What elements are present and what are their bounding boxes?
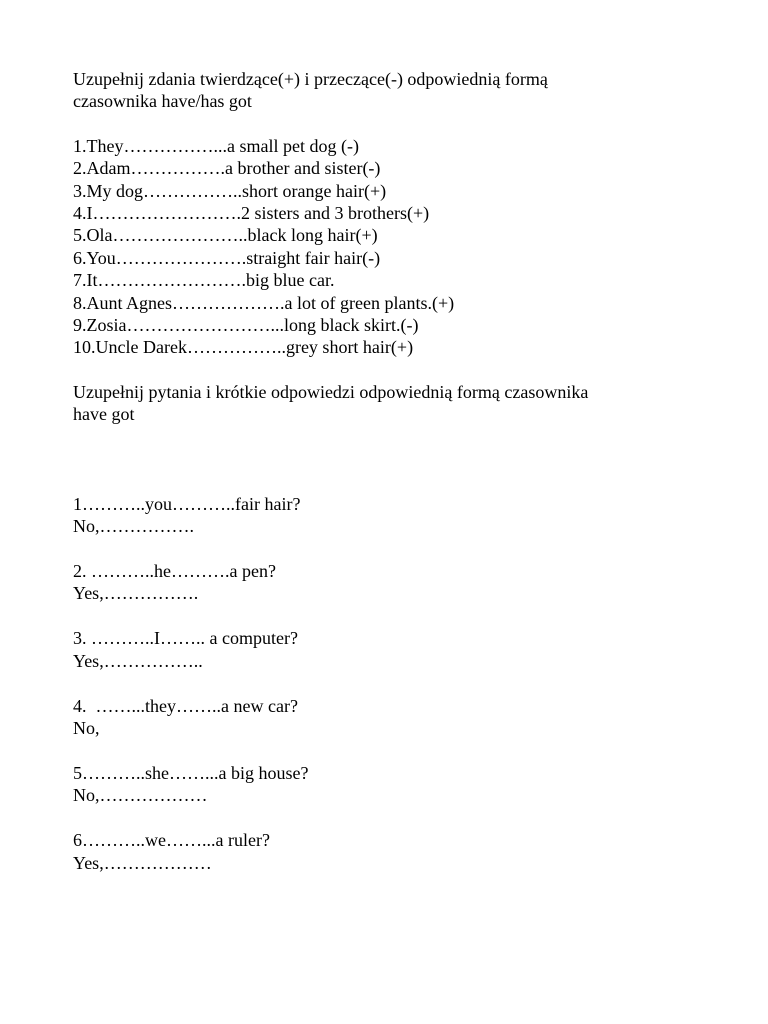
section-2 [73, 381, 728, 874]
section-1-instruction-line-2: czasownika have/has got [73, 91, 252, 112]
question-text: 6………..we……...a ruler? [73, 830, 270, 851]
question-block [73, 627, 728, 672]
section-2-instruction-line-2: have got [73, 404, 135, 425]
exercise-1-item: 8.Aunt Agnes……………….a lot of green plants.(+) [73, 292, 455, 313]
question-block [73, 560, 728, 605]
exercise-1-item: 9.Zosia……………………...long black skirt.(-) [73, 315, 419, 336]
section-1-instruction-line-1: Uzupełnij zdania twierdzące(+) i przeczące(-) odpowiednią formą [73, 69, 548, 89]
section-1 [73, 68, 728, 359]
question-block [73, 695, 728, 740]
question-text: 1………..you………..fair hair? [73, 493, 301, 514]
exercise-1-item: 10.Uncle Darek……………..grey short hair(+) [73, 337, 414, 358]
exercise-2-list [73, 493, 728, 874]
question-text: 5………..she……...a big house? [73, 762, 309, 783]
question-block [73, 829, 728, 874]
answer-text: Yes,……………. [73, 583, 199, 604]
question-block [73, 493, 728, 538]
exercise-1-item: 1.They……………...a small pet dog (-) [73, 135, 359, 156]
exercise-1-item: 5.Ola…………………..black long hair(+) [73, 225, 378, 246]
exercise-1-item: 4.I…………………….2 sisters and 3 brothers(+) [73, 203, 430, 224]
answer-text: Yes,……………… [73, 852, 212, 873]
answer-text: Yes,…………….. [73, 650, 203, 671]
exercise-1-item: 2.Adam…………….a brother and sister(-) [73, 158, 381, 179]
exercise-1-item: 3.My dog……………..short orange hair(+) [73, 180, 387, 201]
exercise-1-item: 6.You………………….straight fair hair(-) [73, 247, 381, 268]
section-2-instruction-line-1: Uzupełnij pytania i krótkie odpowiedzi odpowiednią formą czasownika [73, 381, 589, 402]
answer-text: No,……………… [73, 785, 208, 806]
exercise-1-item: 7.It…………………….big blue car. [73, 270, 335, 291]
exercise-1-list [73, 135, 728, 359]
answer-text: No,……………. [73, 516, 194, 537]
question-text: 3. ………..I…….. a computer? [73, 628, 298, 649]
question-block [73, 762, 728, 807]
question-text: 4. ……...they……..a new car? [73, 695, 298, 716]
answer-text: No, [73, 718, 100, 739]
question-text: 2. ………..he……….a pen? [73, 561, 276, 581]
